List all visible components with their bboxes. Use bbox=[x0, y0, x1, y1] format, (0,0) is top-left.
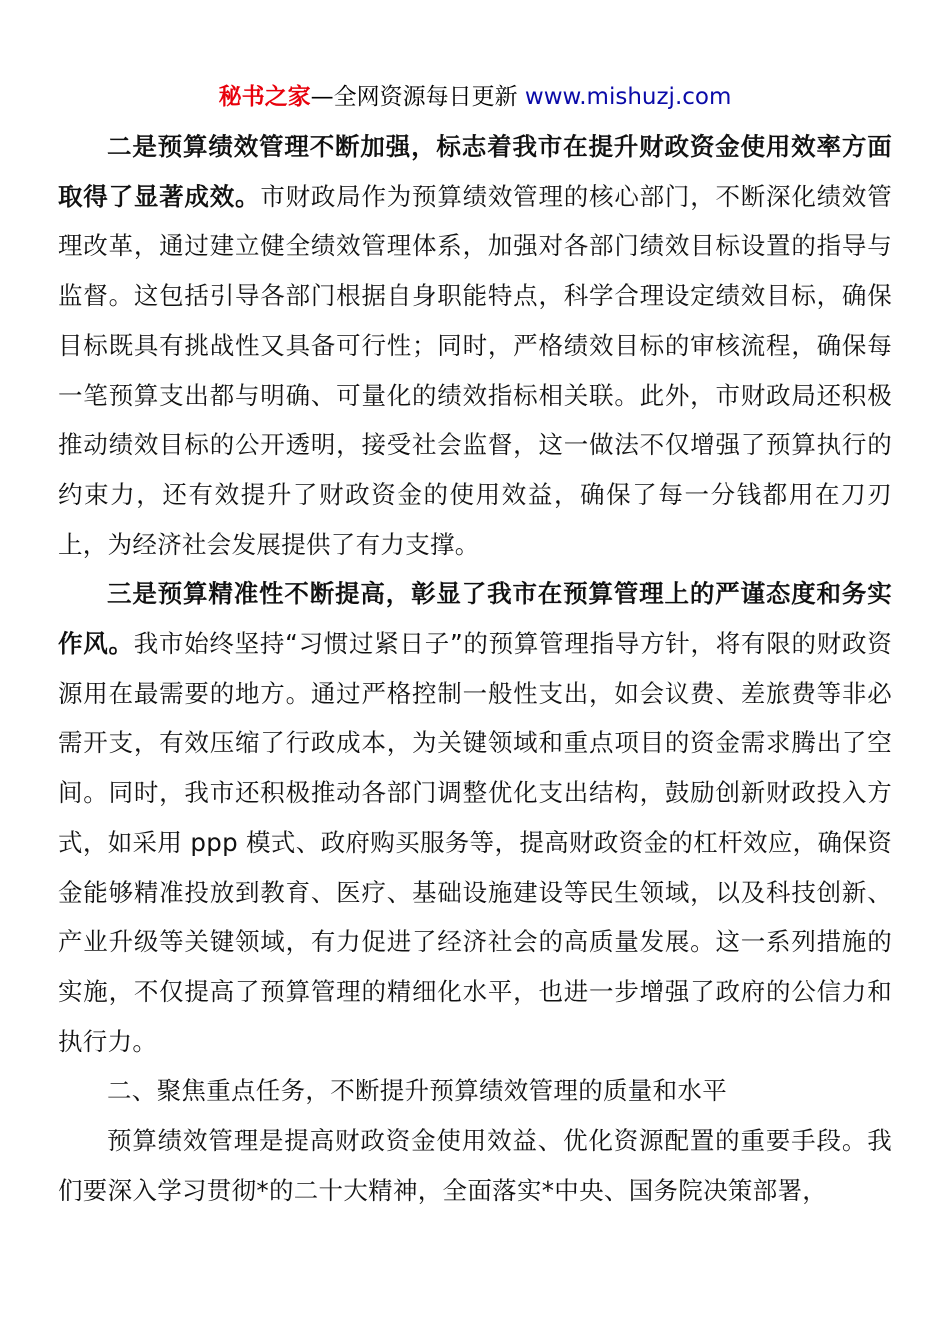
site-url-link[interactable]: www.mishuzj.com bbox=[524, 84, 732, 110]
paragraph-budget-performance bbox=[58, 122, 892, 569]
paragraph-text: 我市始终坚持“习惯过紧日子”的预算管理指导方针，将有限的财政资源用在最需要的地方。通过严格控制一般性支出，如会议费、差旅费等非必需开支，有效压缩了行政成本，为关键领域和重点项目的资金需求腾出了空间。同时，我市还积极推动各部门调整优化支出结构，鼓励创新财政投入方式，如采用 ppp 模式、政府购买服务等，提高财政资金的杠杆效应，确保资金能够精准投放到教育、医疗、基础设施建设等民生领域，以及科技创新、产业升级等关键领域，有力促进了经济社会的高质量发展。这一系列措施的实施，不仅提高了预算管理的精细化水平，也进一步增强了政府的公信力和执行力。 bbox=[58, 629, 892, 1056]
document-body bbox=[58, 122, 892, 1215]
site-brand: 秘书之家 bbox=[218, 84, 311, 110]
paragraph-closing: 预算绩效管理是提高财政资金使用效益、优化资源配置的重要手段。我们要深入学习贯彻*的二十大精神，全面落实*中央、国务院决策部署， bbox=[58, 1126, 892, 1205]
paragraph-budget-precision bbox=[58, 569, 892, 1066]
site-header bbox=[0, 80, 950, 114]
paragraph-lead-bold: 二是预算绩效管理不断加强，标志着我市在提升财政资金使用效率方面取得了显著成效。 bbox=[58, 132, 892, 211]
site-tagline: —全网资源每日更新 bbox=[310, 84, 525, 110]
paragraph-lead-bold: 三是预算精准性不断提高，彰显了我市在预算管理上的严谨态度和务实作风。 bbox=[58, 579, 892, 659]
paragraph-text: 市财政局作为预算绩效管理的核心部门，不断深化绩效管理改革，通过建立健全绩效管理体系，加强对各部门绩效目标设置的指导与监督。这包括引导各部门根据自身职能特点，科学合理设定绩效目标，确保目标既具有挑战性又具备可行性；同时，严格绩效目标的审核流程，确保每一笔预算支出都与明确、可量化的绩效指标相关联。此外，市财政局还积极推动绩效目标的公开透明，接受社会监督，这一做法不仅增强了预算执行的约束力，还有效提升了财政资金的使用效益，确保了每一分钱都用在刀刃上，为经济社会发展提供了有力支撑。 bbox=[58, 181, 893, 559]
section-heading: 二、聚焦重点任务，不断提升预算绩效管理的质量和水平 bbox=[107, 1076, 727, 1106]
